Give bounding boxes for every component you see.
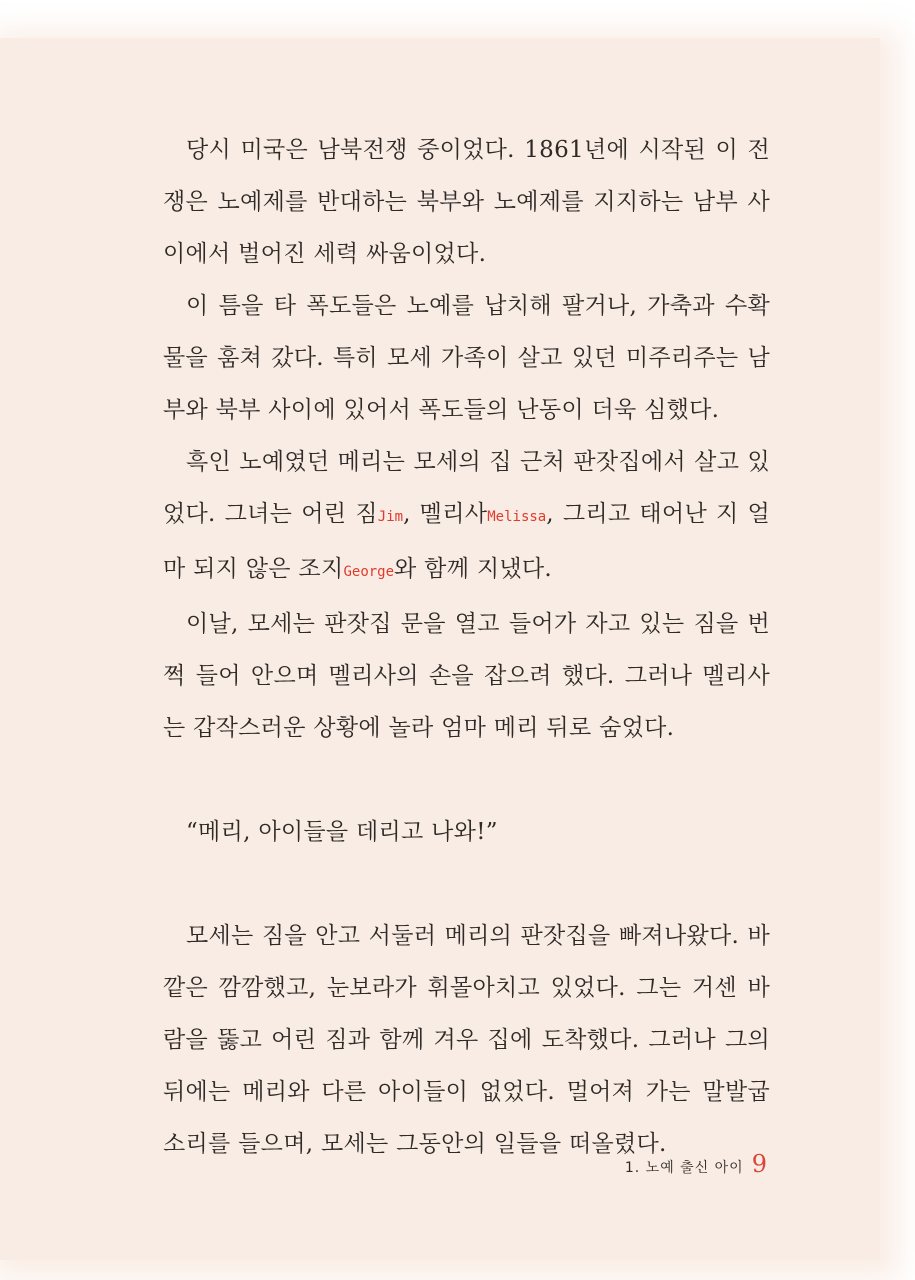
text-run: , 멜리사 <box>403 501 488 527</box>
page-footer <box>625 1150 767 1178</box>
name-gloss: George <box>343 564 395 580</box>
text-run: 당시 미국은 남북전쟁 중이었다. 1861년에 시작된 이 전쟁은 노예제를 반대하는 북부와 노예제를 지지하는 남부 사이에서 벌어진 세력 싸움이었다. <box>163 137 770 267</box>
text-run: 이 틈을 타 폭도들은 노예를 납치해 팔거나, 가축과 수확물을 훔쳐 갔다. 특히 모세 가족이 살고 있던 미주리주는 남부와 북부 사이에 있어서 폭도들의 난동이 더욱 심했다. <box>163 293 770 423</box>
paragraph <box>163 280 770 436</box>
name-gloss: Melissa <box>487 509 547 525</box>
paragraph <box>163 436 770 598</box>
text-run: “메리, 아이들을 데리고 나와!” <box>186 819 498 845</box>
text-run: 모세는 짐을 안고 서둘러 메리의 판잣집을 빠져나왔다. 바깥은 깜깜했고, 눈보라가 휘몰아치고 있었다. 그는 거센 바람을 뚫고 어린 짐과 함께 겨우 집에 도착했다. 그러나 그의 뒤에는 메리와 다른 아이들이 없었다. 멀어져 가는 말발굽 소리를 들으며, 모세는 그동안의 일들을 떠올렸다. <box>163 923 770 1157</box>
paragraph <box>163 598 770 754</box>
paragraph <box>163 124 770 280</box>
chapter-label: 1. 노예 출신 아이 <box>624 1160 744 1176</box>
page-number: 9 <box>751 1150 767 1178</box>
text-run: 이날, 모세는 판잣집 문을 열고 들어가 자고 있는 짐을 번쩍 들어 안으며 멜리사의 손을 잡으려 했다. 그러나 멜리사는 갑작스러운 상황에 놀라 엄마 메리 뒤로 숨었다. <box>163 611 770 741</box>
paragraph <box>163 910 770 1170</box>
text-run: 와 함께 지냈다. <box>394 556 552 582</box>
name-gloss: Jim <box>377 509 404 525</box>
text-run: 흑인 노예였던 메리는 모세의 집 근처 판잣집에서 살고 있었다. 그녀는 어린 짐 <box>163 449 770 527</box>
dialogue-line <box>163 806 770 858</box>
body-text <box>163 124 770 1170</box>
text-run: , 그리고 태어난 지 얼마 되지 않은 조지 <box>163 501 771 582</box>
